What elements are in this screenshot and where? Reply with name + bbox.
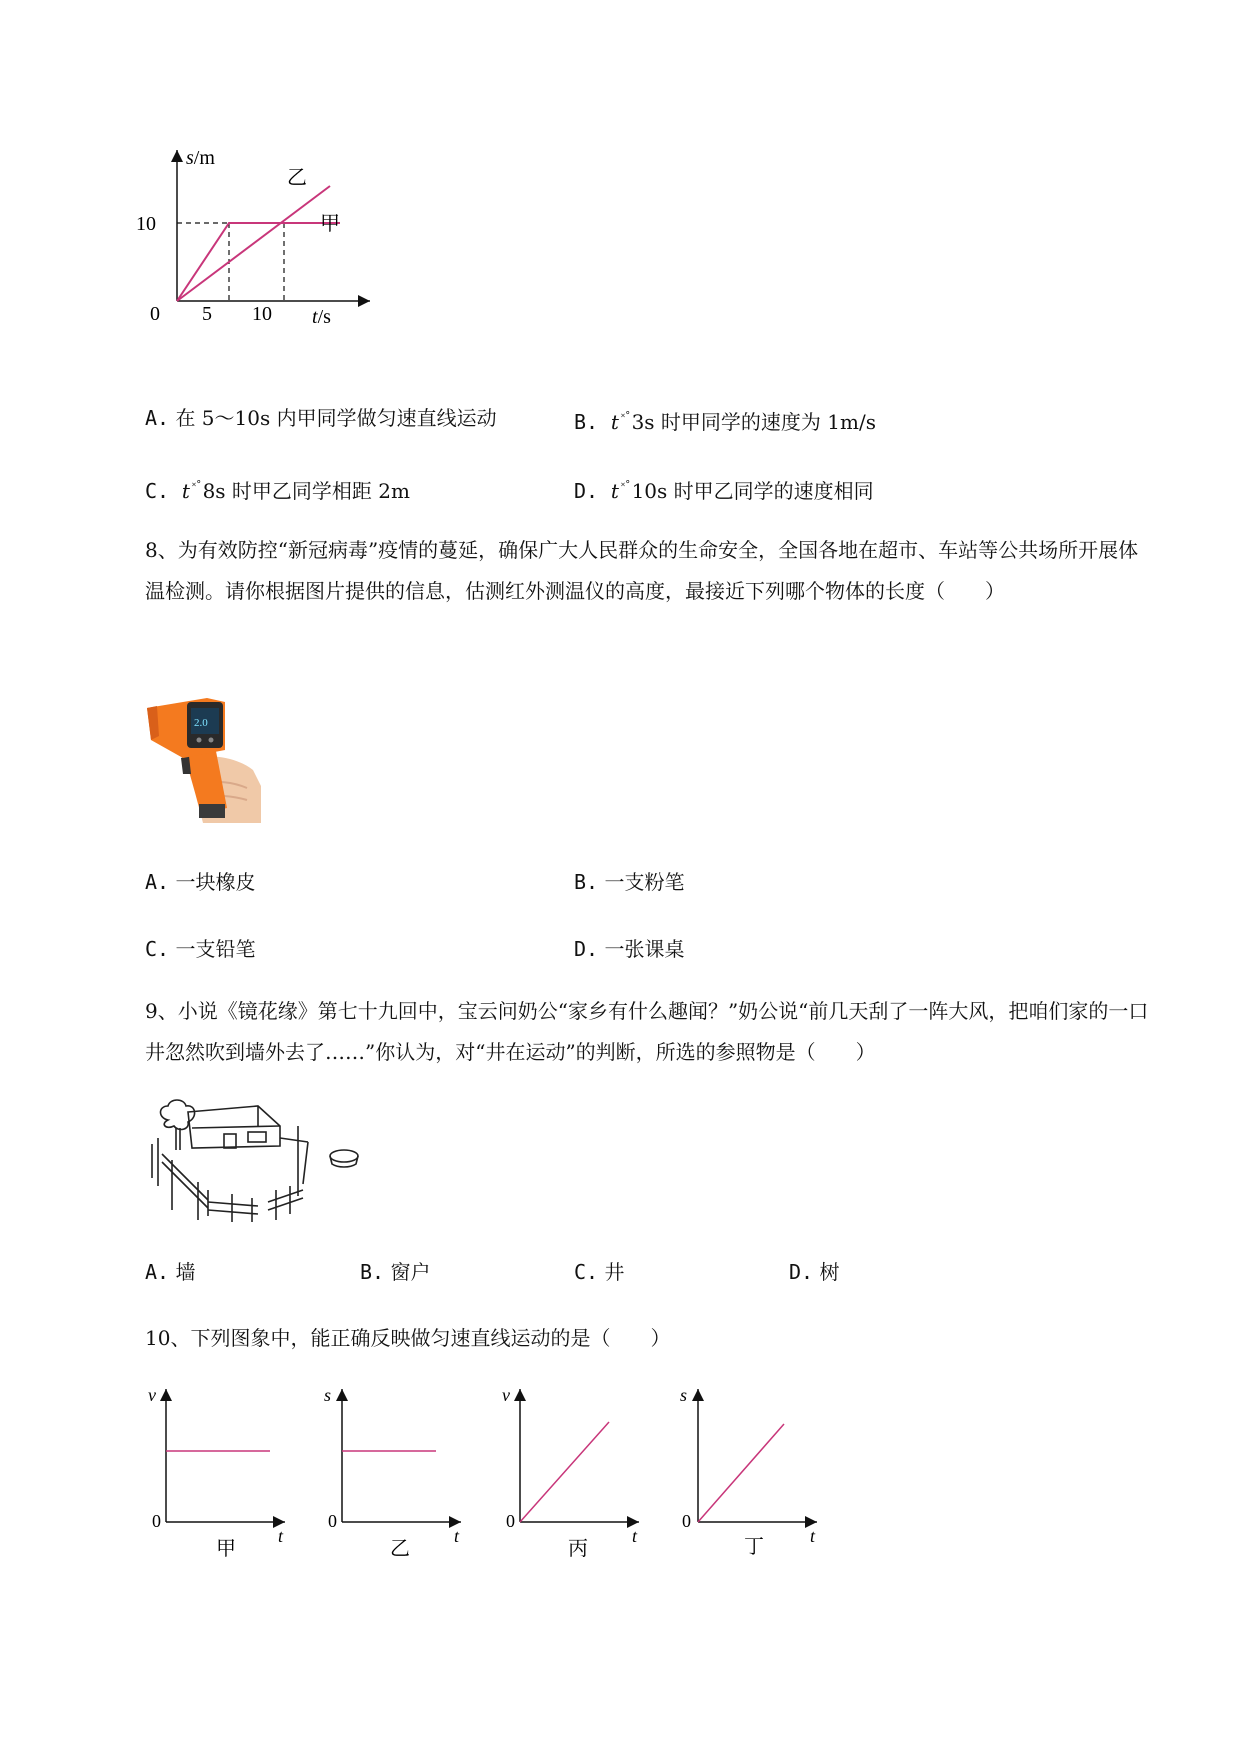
q10-graph-bing — [494, 1385, 654, 1560]
thermometer-display: 2.0 — [194, 717, 208, 729]
q9-option-a[interactable]: A. 墙 — [145, 1260, 196, 1284]
q8-option-a[interactable]: A. 一块橡皮 — [145, 870, 256, 894]
q10-graph-jia — [140, 1385, 300, 1560]
svg-text:s: s — [324, 1385, 332, 1405]
q8-option-d[interactable]: D. 一张课桌 — [574, 937, 685, 961]
x-axis-label: t/s — [312, 306, 331, 328]
label-jia: 甲 — [320, 213, 340, 235]
svg-text:乙: 乙 — [390, 1538, 410, 1560]
svg-text:甲: 甲 — [216, 1538, 236, 1560]
origin-label: 0 — [150, 303, 160, 325]
q7-option-d[interactable]: D. t ˟˚10s 时甲乙同学的速度相同 — [574, 479, 874, 503]
q7-option-a[interactable]: A. 在 5～10s 内甲同学做匀速直线运动 — [145, 406, 497, 430]
svg-text:v: v — [502, 1385, 510, 1405]
svg-text:t: t — [278, 1526, 284, 1546]
svg-text:0: 0 — [506, 1511, 515, 1531]
svg-text:0: 0 — [152, 1511, 161, 1531]
q7-option-b[interactable]: B. t ˟˚3s 时甲同学的速度为 1m/s — [574, 410, 876, 434]
x-tick-10: 10 — [252, 303, 272, 325]
svg-text:0: 0 — [682, 1511, 691, 1531]
q8-question-text: 8、为有效防控“新冠病毒”疫情的蔓延，确保广大人民群众的生命安全，全国各地在超市、车站等公共场所开展体温检测。请你根据图片提供的信息，估测红外测温仪的高度，最接近下列哪个物体的长度（ ） — [145, 538, 1139, 603]
svg-text:0: 0 — [328, 1511, 337, 1531]
q10-graph-ding — [672, 1385, 832, 1560]
q9-option-d[interactable]: D. 树 — [789, 1260, 840, 1284]
q10-question-text: 10、下列图象中，能正确反映做匀速直线运动的是（ ） — [145, 1326, 671, 1350]
svg-text:丁: 丁 — [744, 1536, 764, 1558]
q8-option-b[interactable]: B. 一支粉笔 — [574, 870, 685, 894]
infrared-thermometer-image — [143, 688, 263, 823]
svg-text:v: v — [148, 1385, 156, 1405]
q10-graph-yi — [316, 1385, 476, 1560]
svg-text:丙: 丙 — [568, 1538, 588, 1560]
svg-text:t: t — [810, 1526, 816, 1546]
q7-option-c[interactable]: C. t ˟˚8s 时甲乙同学相距 2m — [145, 479, 410, 503]
x-tick-5: 5 — [202, 303, 212, 325]
q7-st-graph — [136, 147, 400, 370]
graph-ding-line — [698, 1424, 784, 1522]
svg-text:t: t — [454, 1526, 460, 1546]
q9-option-c[interactable]: C. 井 — [574, 1260, 625, 1284]
line-yi — [177, 186, 330, 301]
graph-bing-line — [520, 1422, 609, 1522]
label-yi: 乙 — [287, 167, 307, 189]
house-well-illustration — [148, 1098, 363, 1223]
y-tick-10: 10 — [136, 213, 156, 235]
q9-question-text: 9、小说《镜花缘》第七十九回中，宝云问奶公“家乡有什么趣闻？”奶公说“前几天刮了一阵大风，把咱们家的一口井忽然吹到墙外去了……”你认为，对“井在运动”的判断，所选的参照物是（ ） — [145, 999, 1149, 1064]
y-axis-label: s/m — [186, 147, 215, 169]
line-jia — [177, 223, 340, 301]
svg-text:s: s — [680, 1385, 688, 1405]
q9-option-b[interactable]: B. 窗户 — [360, 1260, 431, 1284]
svg-text:t: t — [632, 1526, 638, 1546]
q8-option-c[interactable]: C. 一支铅笔 — [145, 937, 256, 961]
